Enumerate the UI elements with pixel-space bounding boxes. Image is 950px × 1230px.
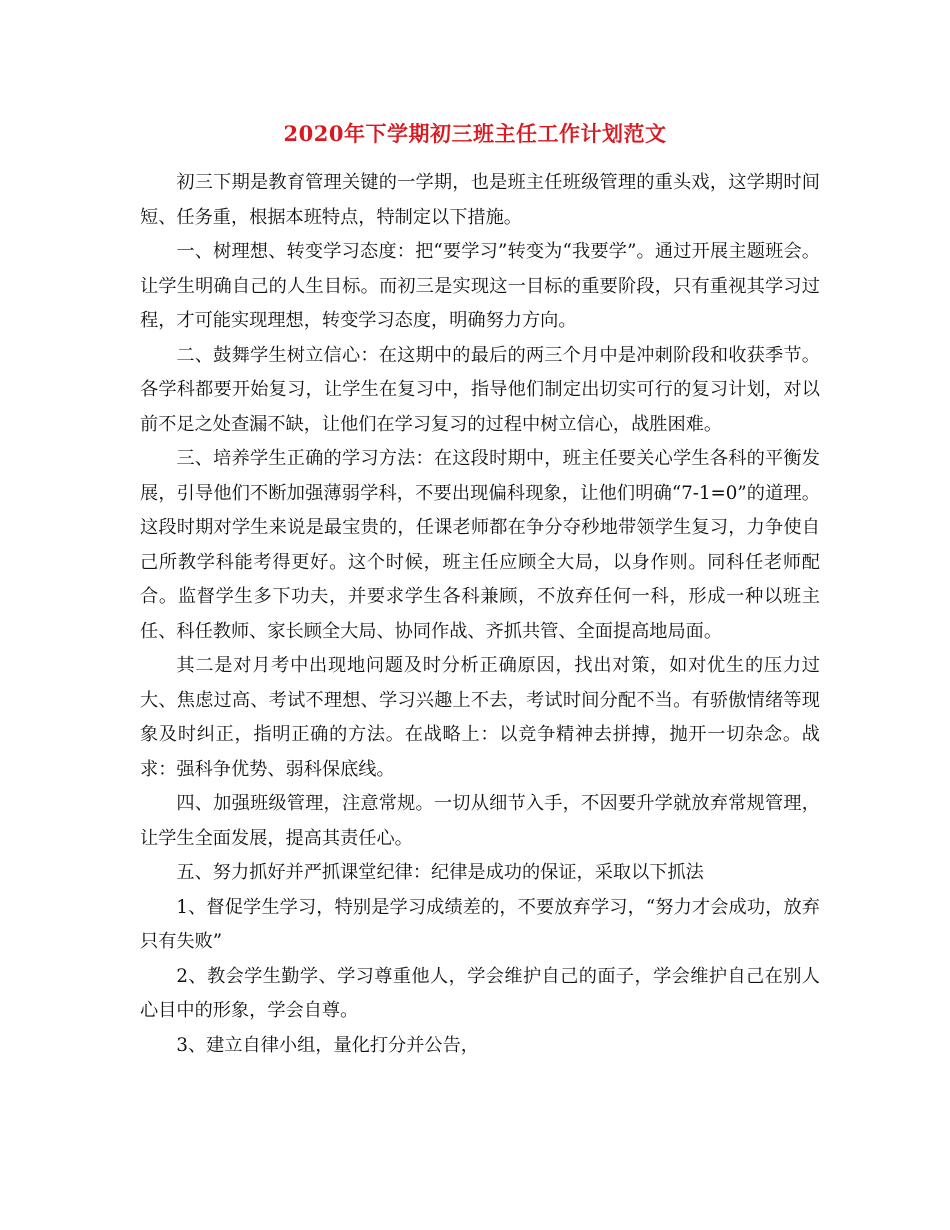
paragraph-point-1: 一、树理想、转变学习态度：把“要学习”转变为“我要学”。通过开展主题班会。让学生明确自己的人生目标。而初三是实现这一目标的重要阶段，只有重视其学习过程，才可能实现理想，转变学习态度，明确努力方向。 [140, 241, 820, 331]
paragraph-sub-1: 1、督促学生学习，特别是学习成绩差的，不要放弃学习，“努力才会成功，放弃只有失败” [140, 896, 820, 952]
paragraph-point-5: 五、努力抓好并严抓课堂纪律：纪律是成功的保证，采取以下抓法 [176, 862, 704, 883]
paragraph-sub-3: 3、建立自律小组，量化打分并公告， [176, 1034, 479, 1056]
document-body [140, 166, 820, 1063]
paragraph-point-3-extra: 其二是对月考中出现地问题及时分析正确原因，找出对策，如对优生的压力过大、焦虑过高、考试不理想、学习兴趣上不去，考试时间分配不当。有骄傲情绪等现象及时纠正，指明正确的方法。在战略上：以竞争精神去拼搏，抛开一切杂念。战求：强科争优势、弱科保底线。 [140, 655, 820, 780]
paragraph-point-2: 二、鼓舞学生树立信心：在这期中的最后的两三个月中是冲刺阶段和收获季节。各学科都要开始复习，让学生在复习中，指导他们制定出切实可行的复习计划，对以前不足之处查漏不缺，让他们在学习复习的过程中树立信心，战胜困难。 [140, 344, 820, 435]
document-title: 2020年下学期初三班主任工作计划范文 [283, 121, 667, 146]
paragraph-point-3: 三、培养学生正确的学习方法：在这段时期中，班主任要关心学生各科的平衡发展，引导他们不断加强薄弱学科，不要出现偏科现象，让他们明确“7-1=0”的道理。这段时期对学生来说是最宝贵的，任课老师都在争分夺秒地带领学生复习，力争使自己所教学科能考得更好。这个时候，班主任应顾全大局，以身作则。同科任老师配合。监督学生多下功夫，并要求学生各科兼顾，不放弃任何一科，形成一种以班主任、科任教师、家长顾全大局、协同作战、齐抓共管、全面提高地局面。 [140, 448, 820, 642]
paragraph-intro: 初三下期是教育管理关键的一学期，也是班主任班级管理的重头戏，这学期时间短、任务重，根据本班特点，特制定以下措施。 [140, 172, 820, 228]
paragraph-sub-2: 2、教会学生勤学、学习尊重他人，学会维护自己的面子，学会维护自己在别人心目中的形象，学会自尊。 [140, 965, 820, 1021]
paragraph-point-4: 四、加强班级管理，注意常规。一切从细节入手，不因要升学就放弃常规管理，让学生全面发展，提高其责任心。 [140, 793, 820, 849]
